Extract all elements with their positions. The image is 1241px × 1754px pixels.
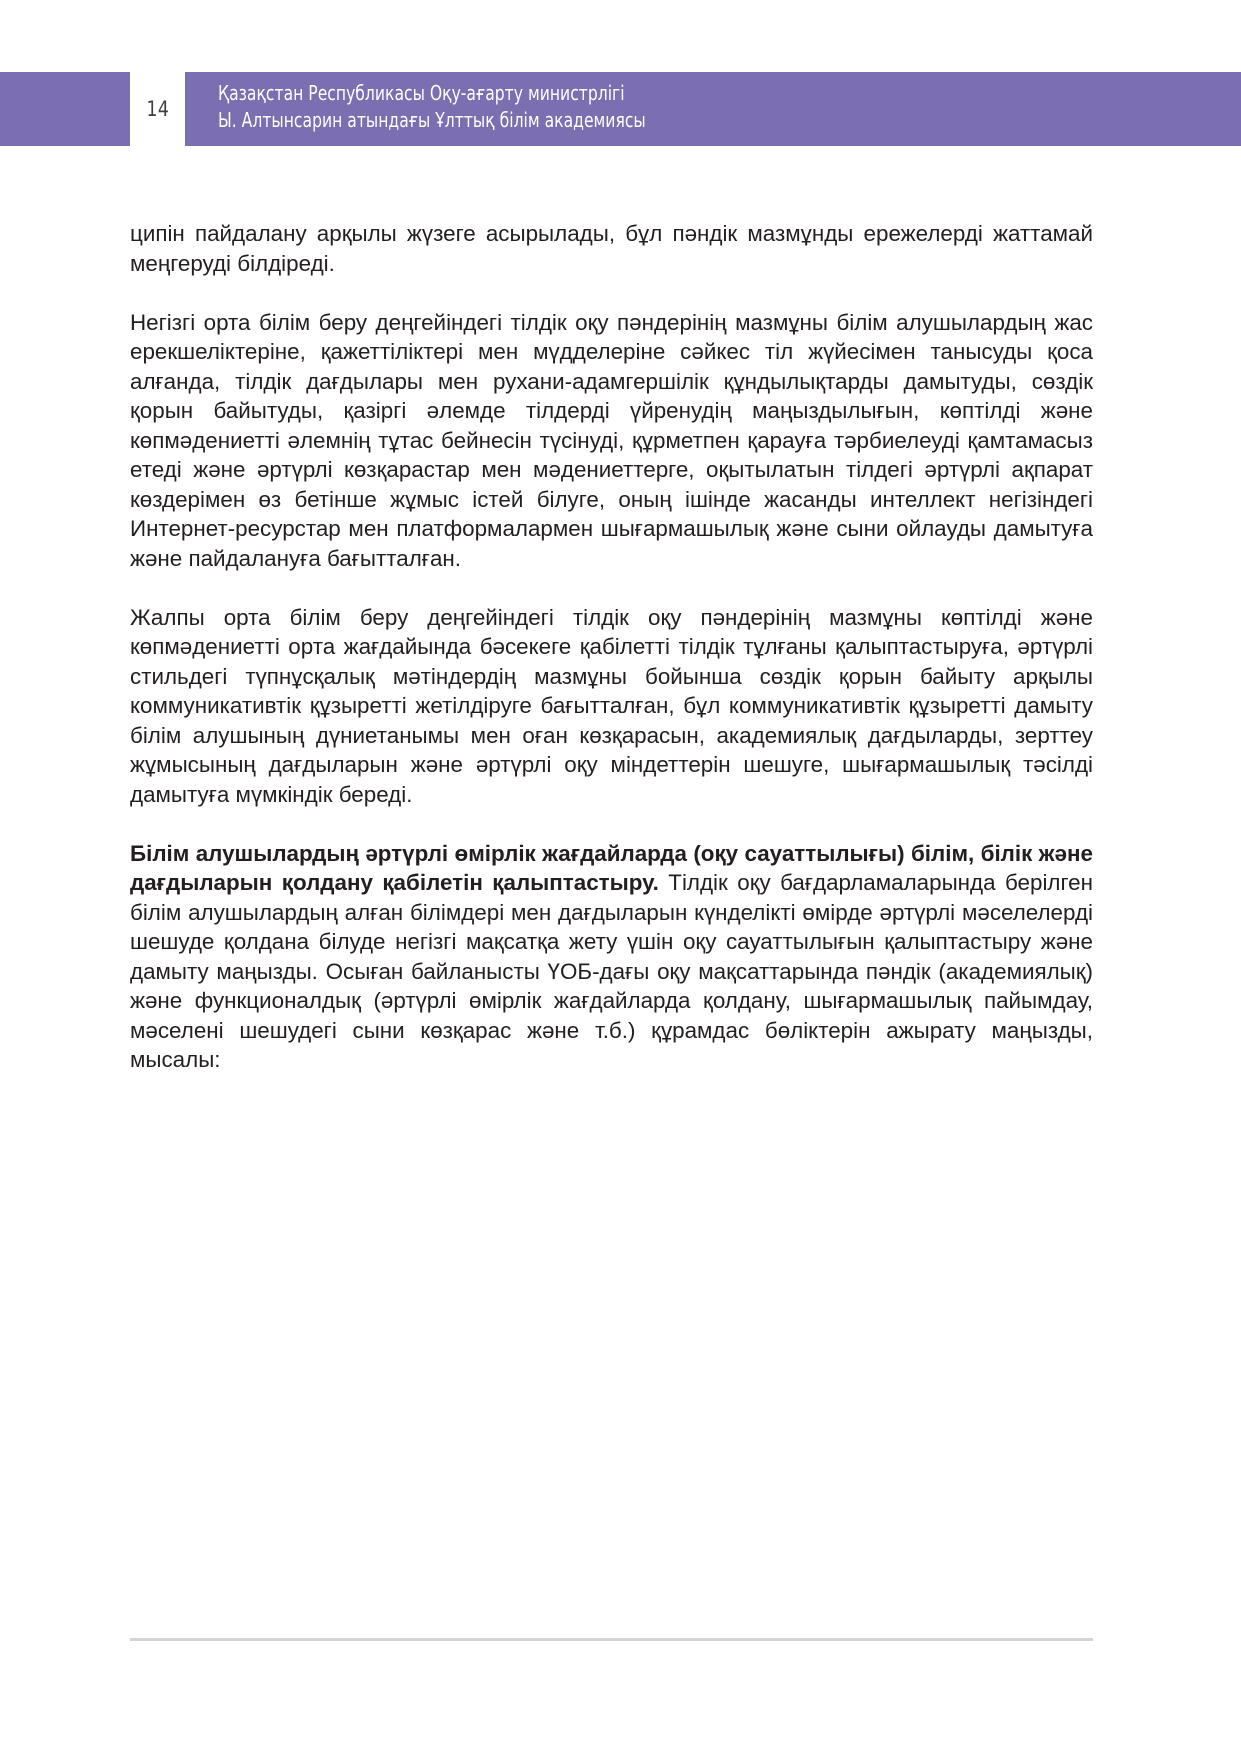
running-header — [218, 80, 920, 134]
header-left-block — [0, 72, 130, 146]
running-header-academy: Ы. Алтынсарин атындағы Ұлттық білім академиясы — [218, 108, 646, 132]
paragraph-3: Жалпы орта білім беру деңгейіндегі тілдік оқу пәндерінің мазмұны көптілді және көпмәдениетті орта жағдайында бәсекеге қабілетті тілдік тұлғаны қалыптастыруға, әртүрлі стильдегі түпнұсқалық мәтіндердің мазмұны бойынша сөздік қорын байыту арқылы коммуникативтік құзыретті жетілдіруге бағытталған, бұл коммуникативтік құзыретті дамыту білім алушының дүниетанымы мен оған көзқарасын, академиялық дағдыларды, зерттеу жұмысының дағдыларын және әртүрлі оқу міндеттерін шешуге, шығармашылық тәсілді дамытуға мүмкіндік береді. — [130, 604, 1093, 807]
paragraph-4-body: Тілдік оқу бағдарламаларында берілген білім алушылардың алған білімдері мен дағдыларын күнделікті өмірде әртүрлі мәселелерді шешуде қолдана білуде негізгі мақсатқа жету үшін оқу сауаттылығын қалыптастыру және дамыту маңызды. Осыған байланысты ҮОБ-дағы оқу мақсаттарында пәндік (академиялық) және функционалдық (әртүрлі өмірлік жағдайларда қолдану, шығармашылық пайымдау, мәселені шешудегі сыни көзқарас және т.б.) құрамдас бөліктерін ажырату маңызды, мысалы: — [130, 870, 1093, 1072]
paragraph-2: Негізгі орта білім беру деңгейіндегі тілдік оқу пәндерінің мазмұны білім алушылардың жас ерекшеліктеріне, қажеттіліктері мен мүдделеріне сәйкес тіл жүйесімен танысуды қоса алғанда, тілдік дағдылары мен рухани-адамгершілік құндылықтарды дамытуды, сөздік қорын байытуды, қазіргі әлемде тілдерді үйренудің маңыздылығын, көптілді және көпмәдениетті әлемнің тұтас бейнесін түсінуді, құрметпен қарауға тәрбиелеуді қамтамасыз етеді және әртүрлі көзқарастар мен мәдениеттерге, оқытылатын тілдегі әртүрлі ақпарат көздерімен өз бетінше жұмыс істей білуге, оның ішінде жасанды интеллект негізіндегі Интернет-ресурстар мен платформалармен шығармашылық және сыни ойлауды дамытуға және пайдалануға бағытталған. — [130, 309, 1093, 571]
page-number: 14 — [146, 97, 169, 121]
footer-rule — [130, 1638, 1093, 1641]
main-text — [130, 219, 1093, 1104]
paragraph-4 — [130, 839, 1093, 1075]
page-number-box — [130, 72, 185, 146]
running-header-ministry: Қазақстан Республикасы Оқу-ағарту министрлігі — [218, 81, 625, 105]
paragraph-4-heading: Білім алушылардың әртүрлі өмірлік жағдайларда (оқу сауаттылығы) білім, білік және дағдыларын қолдану қабілетін қалыптастыру. — [130, 840, 1093, 895]
paragraph-1: ципін пайдалану арқылы жүзеге асырылады, бұл пәндік мазмұнды ережелерді жаттамай меңгеруді білдіреді. — [130, 221, 1093, 276]
